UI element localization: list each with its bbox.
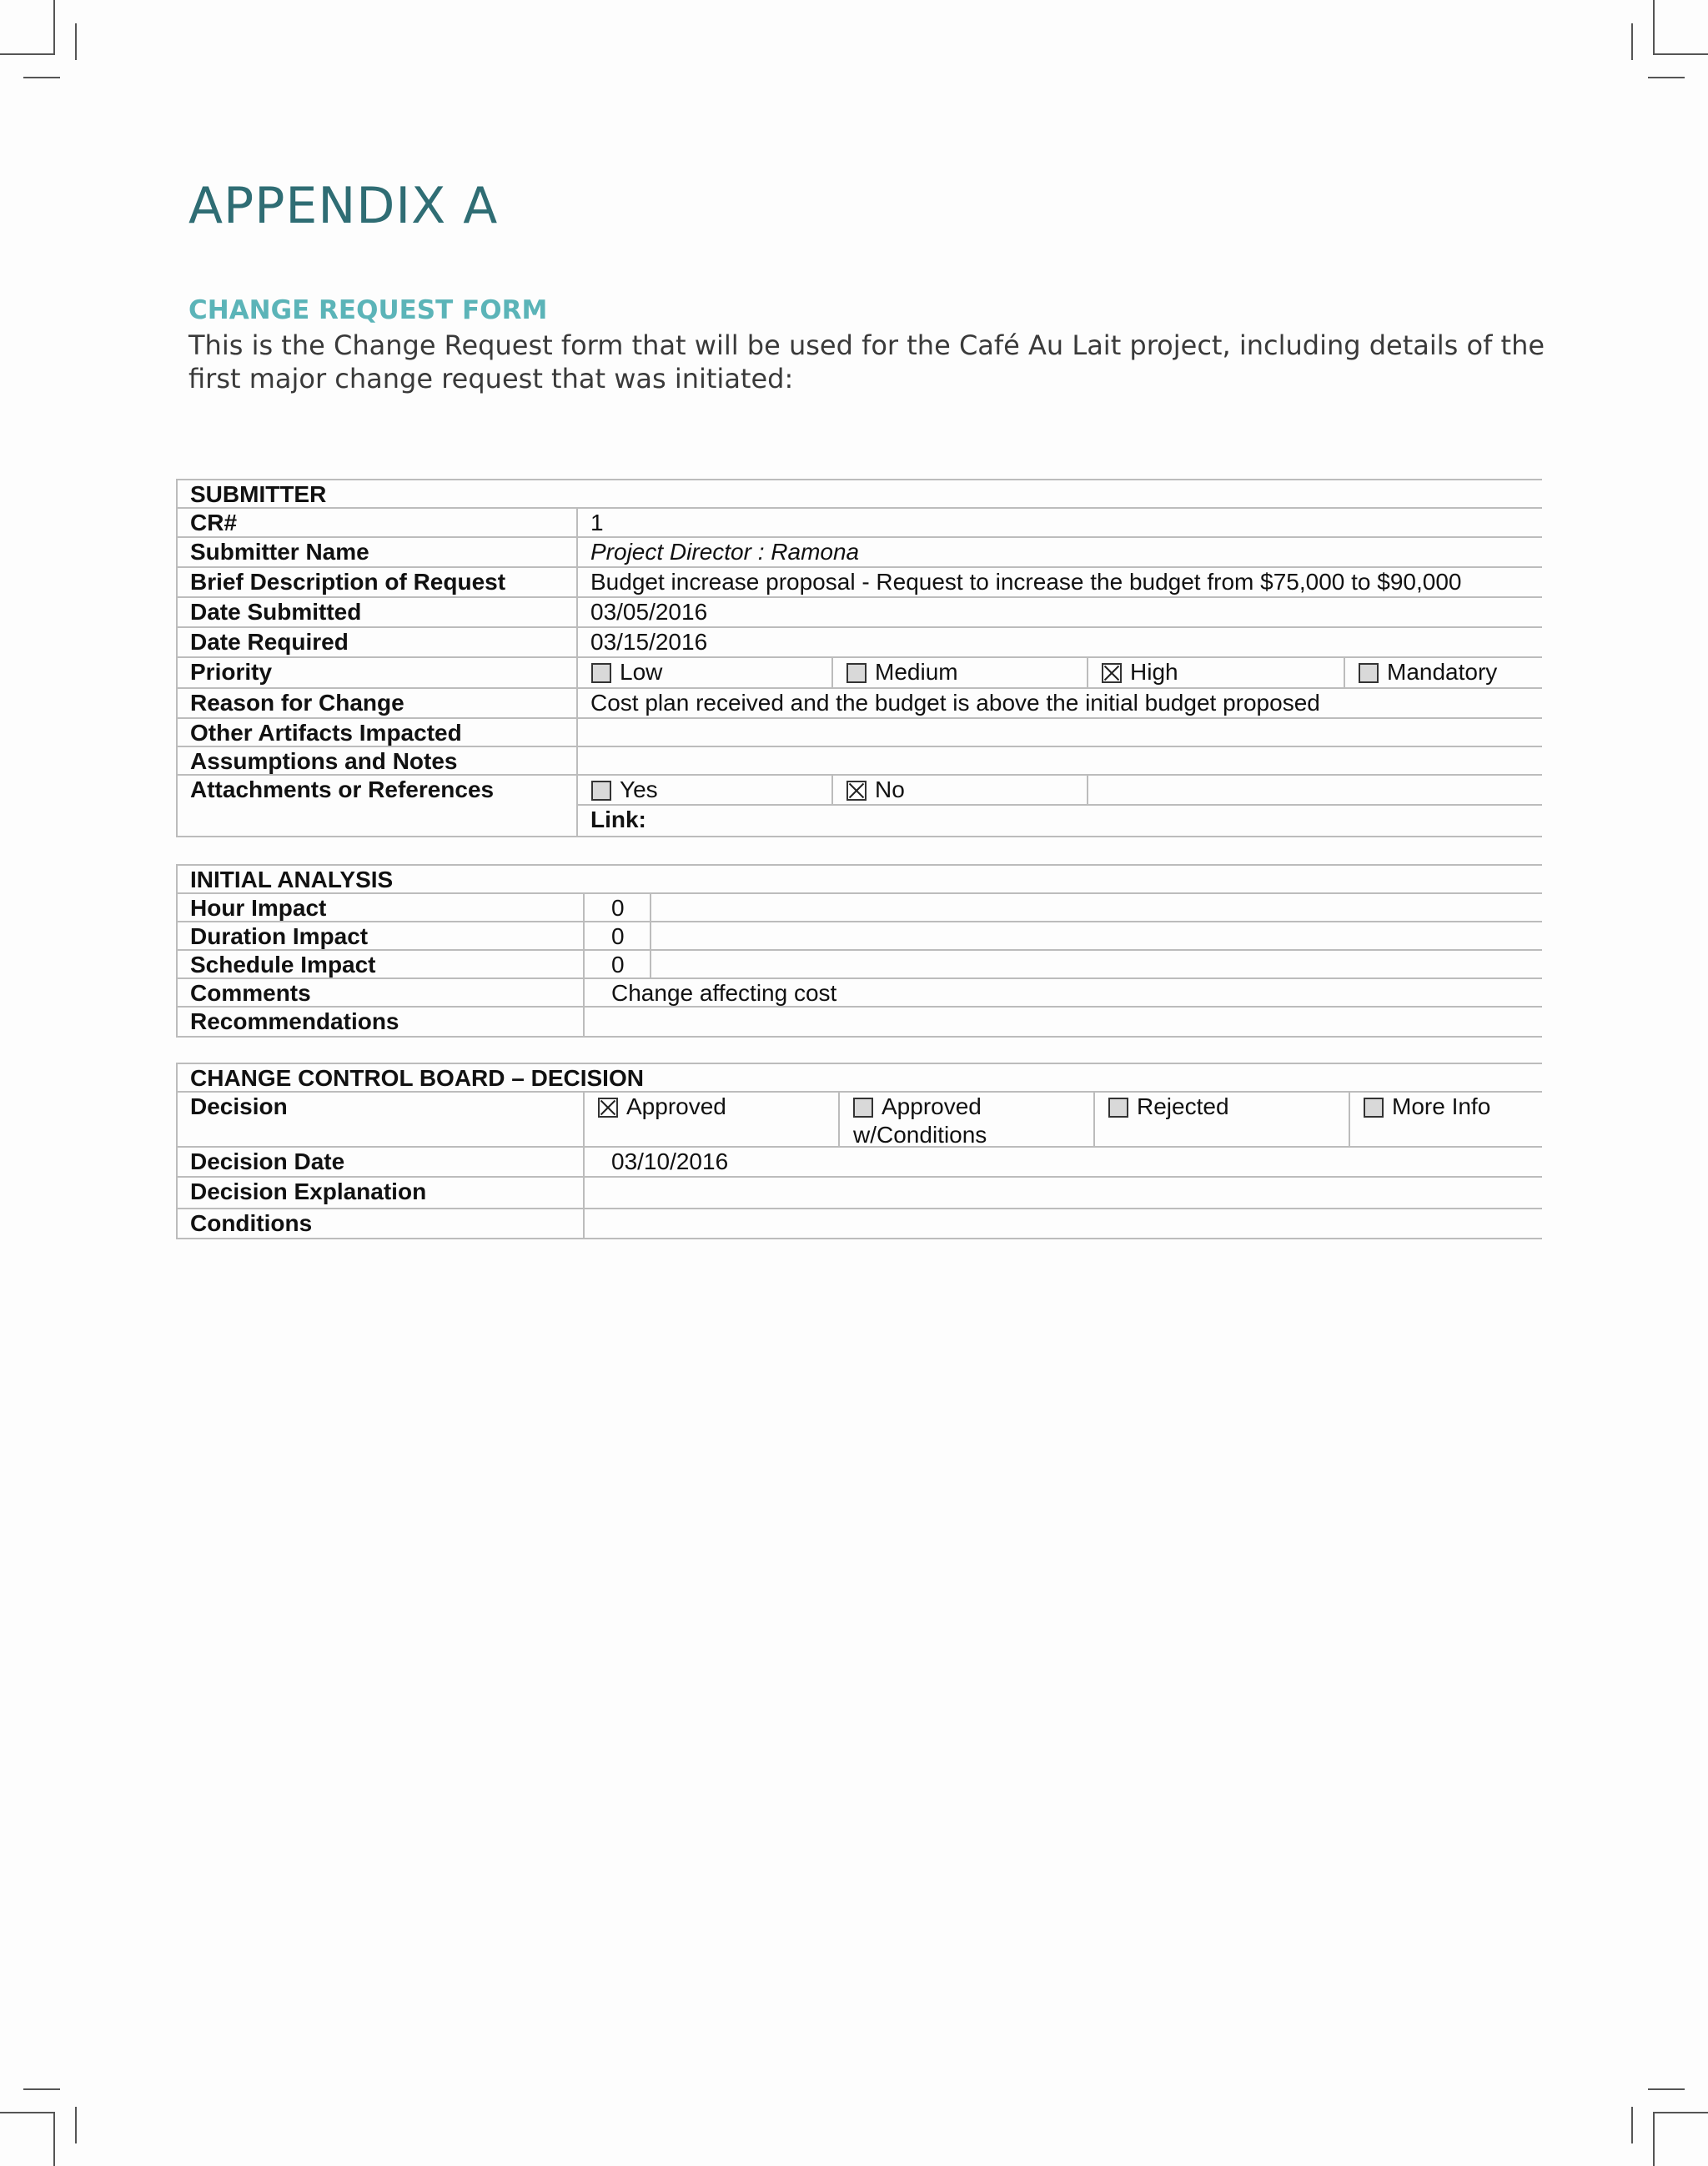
assumptions-row <box>176 746 1542 776</box>
checkbox-icon[interactable] <box>591 663 611 683</box>
ccb-decision-form <box>176 1063 1542 1239</box>
date-submitted-label: Date Submitted <box>176 598 578 628</box>
decision-explanation-row <box>176 1176 1542 1209</box>
comments-label: Comments <box>176 979 585 1008</box>
hour-impact-value: 0 <box>585 894 651 922</box>
schedule-impact-row <box>176 949 1542 979</box>
crop-mark <box>53 2112 55 2166</box>
attachments-row <box>176 774 1542 837</box>
submitter-heading-row <box>176 479 1542 509</box>
attachments-options <box>578 776 1542 806</box>
priority-option-low[interactable] <box>578 658 833 689</box>
crop-mark <box>0 2112 55 2113</box>
checkbox-icon[interactable] <box>846 781 867 801</box>
priority-label: Priority <box>176 658 578 689</box>
option-label: Medium <box>875 659 958 685</box>
submitter-name-label: Submitter Name <box>176 538 578 568</box>
artifacts-value <box>578 719 1542 747</box>
checkbox-icon[interactable] <box>1102 663 1122 683</box>
decision-option-more-info[interactable] <box>1350 1093 1542 1148</box>
crop-mark <box>1653 53 1708 55</box>
brief-row <box>176 566 1542 598</box>
brief-value: Budget increase proposal - Request to increase the budget from $75,000 to $90,000 <box>590 569 1462 595</box>
date-required-row <box>176 626 1542 658</box>
option-label: Approved <box>626 1093 726 1119</box>
crop-mark <box>75 2107 77 2143</box>
schedule-impact-notes <box>651 951 1542 979</box>
decision-option-rejected[interactable] <box>1095 1093 1350 1148</box>
checkbox-icon[interactable] <box>1108 1098 1128 1118</box>
checkbox-icon[interactable] <box>591 781 611 801</box>
checkbox-icon[interactable] <box>846 663 867 683</box>
decision-label: Decision <box>176 1093 585 1148</box>
reason-value: Cost plan received and the budget is above the initial budget proposed <box>590 690 1320 716</box>
cr-value: 1 <box>590 510 604 535</box>
option-label-line2: w/Conditions <box>853 1122 987 1148</box>
recommendations-row <box>176 1006 1542 1038</box>
priority-option-medium[interactable] <box>833 658 1088 689</box>
submitter-name-row <box>176 536 1542 568</box>
attachments-cell <box>578 776 1542 836</box>
option-label: No <box>875 776 905 802</box>
decision-date-label: Decision Date <box>176 1148 585 1178</box>
option-label: Low <box>620 659 663 685</box>
intro-paragraph: This is the Change Request form that will be used for the Café Au Lait project, including details of the first major change request that was initiated: <box>188 329 1545 395</box>
hour-impact-label: Hour Impact <box>176 894 585 922</box>
option-label: Rejected <box>1137 1093 1229 1119</box>
date-required-label: Date Required <box>176 628 578 658</box>
comments-row <box>176 977 1542 1008</box>
brief-label: Brief Description of Request <box>176 568 578 598</box>
recommendations-value <box>585 1008 1542 1036</box>
assumptions-value <box>578 747 1542 776</box>
option-label: High <box>1130 659 1178 685</box>
date-required-value: 03/15/2016 <box>590 629 708 655</box>
priority-option-mandatory[interactable] <box>1345 658 1542 689</box>
attachments-option-no[interactable] <box>833 776 1088 804</box>
conditions-row <box>176 1208 1542 1239</box>
date-submitted-row <box>176 596 1542 628</box>
decision-option-approved-conditions[interactable] <box>840 1093 1095 1148</box>
crop-mark <box>1631 23 1633 60</box>
reason-label: Reason for Change <box>176 689 578 719</box>
schedule-impact-label: Schedule Impact <box>176 951 585 979</box>
assumptions-label: Assumptions and Notes <box>176 747 578 776</box>
crop-mark <box>23 77 60 78</box>
crop-mark <box>53 0 55 55</box>
page-title: APPENDIX A <box>188 177 499 235</box>
decision-row <box>176 1091 1542 1148</box>
section-heading: INITIAL ANALYSIS <box>176 866 393 894</box>
option-label: More Info <box>1392 1093 1491 1119</box>
duration-impact-label: Duration Impact <box>176 922 585 951</box>
crop-mark <box>1648 77 1685 78</box>
duration-impact-notes <box>651 922 1542 951</box>
submitter-form <box>176 479 1542 836</box>
crop-mark <box>1648 2088 1685 2090</box>
priority-row <box>176 656 1542 689</box>
attachments-option-yes[interactable] <box>578 776 833 804</box>
initial-analysis-form <box>176 864 1542 1036</box>
artifacts-row <box>176 717 1542 747</box>
crop-mark <box>0 53 55 55</box>
crop-mark <box>23 2088 60 2090</box>
link-label: Link: <box>590 807 646 832</box>
duration-impact-row <box>176 921 1542 951</box>
crop-mark <box>1631 2107 1633 2143</box>
hour-impact-row <box>176 892 1542 922</box>
option-label: Approved <box>882 1093 982 1119</box>
artifacts-label: Other Artifacts Impacted <box>176 719 578 747</box>
section-heading: CHANGE CONTROL BOARD – DECISION <box>176 1064 644 1093</box>
crop-mark <box>1653 2112 1655 2166</box>
hour-impact-notes <box>651 894 1542 922</box>
ccb-heading-row <box>176 1063 1542 1093</box>
schedule-impact-value: 0 <box>585 951 651 979</box>
conditions-value <box>585 1209 1542 1238</box>
decision-explanation-label: Decision Explanation <box>176 1178 585 1209</box>
duration-impact-value: 0 <box>585 922 651 951</box>
decision-option-approved[interactable] <box>585 1093 840 1148</box>
cr-label: CR# <box>176 509 578 538</box>
decision-date-row <box>176 1146 1542 1178</box>
decision-date-value: 03/10/2016 <box>611 1148 729 1174</box>
crop-mark <box>75 23 77 60</box>
checkbox-icon[interactable] <box>598 1098 618 1118</box>
crop-mark <box>1653 0 1655 55</box>
analysis-heading-row <box>176 864 1542 894</box>
option-label: Mandatory <box>1387 659 1498 685</box>
reason-row <box>176 687 1542 719</box>
section-subtitle: CHANGE REQUEST FORM <box>188 295 548 325</box>
option-label: Yes <box>620 776 658 802</box>
priority-option-high[interactable] <box>1088 658 1345 689</box>
section-heading: SUBMITTER <box>176 480 326 509</box>
crop-mark <box>1653 2112 1708 2113</box>
submitter-name-value: Project Director : Ramona <box>590 539 860 565</box>
conditions-label: Conditions <box>176 1209 585 1238</box>
attachments-label: Attachments or References <box>176 776 578 836</box>
decision-explanation-value <box>585 1178 1542 1209</box>
cr-row <box>176 507 1542 538</box>
recommendations-label: Recommendations <box>176 1008 585 1036</box>
comments-value: Change affecting cost <box>611 980 837 1006</box>
date-submitted-value: 03/05/2016 <box>590 599 708 625</box>
checkbox-icon[interactable] <box>1359 663 1379 683</box>
checkbox-icon[interactable] <box>1364 1098 1384 1118</box>
checkbox-icon[interactable] <box>853 1098 873 1118</box>
